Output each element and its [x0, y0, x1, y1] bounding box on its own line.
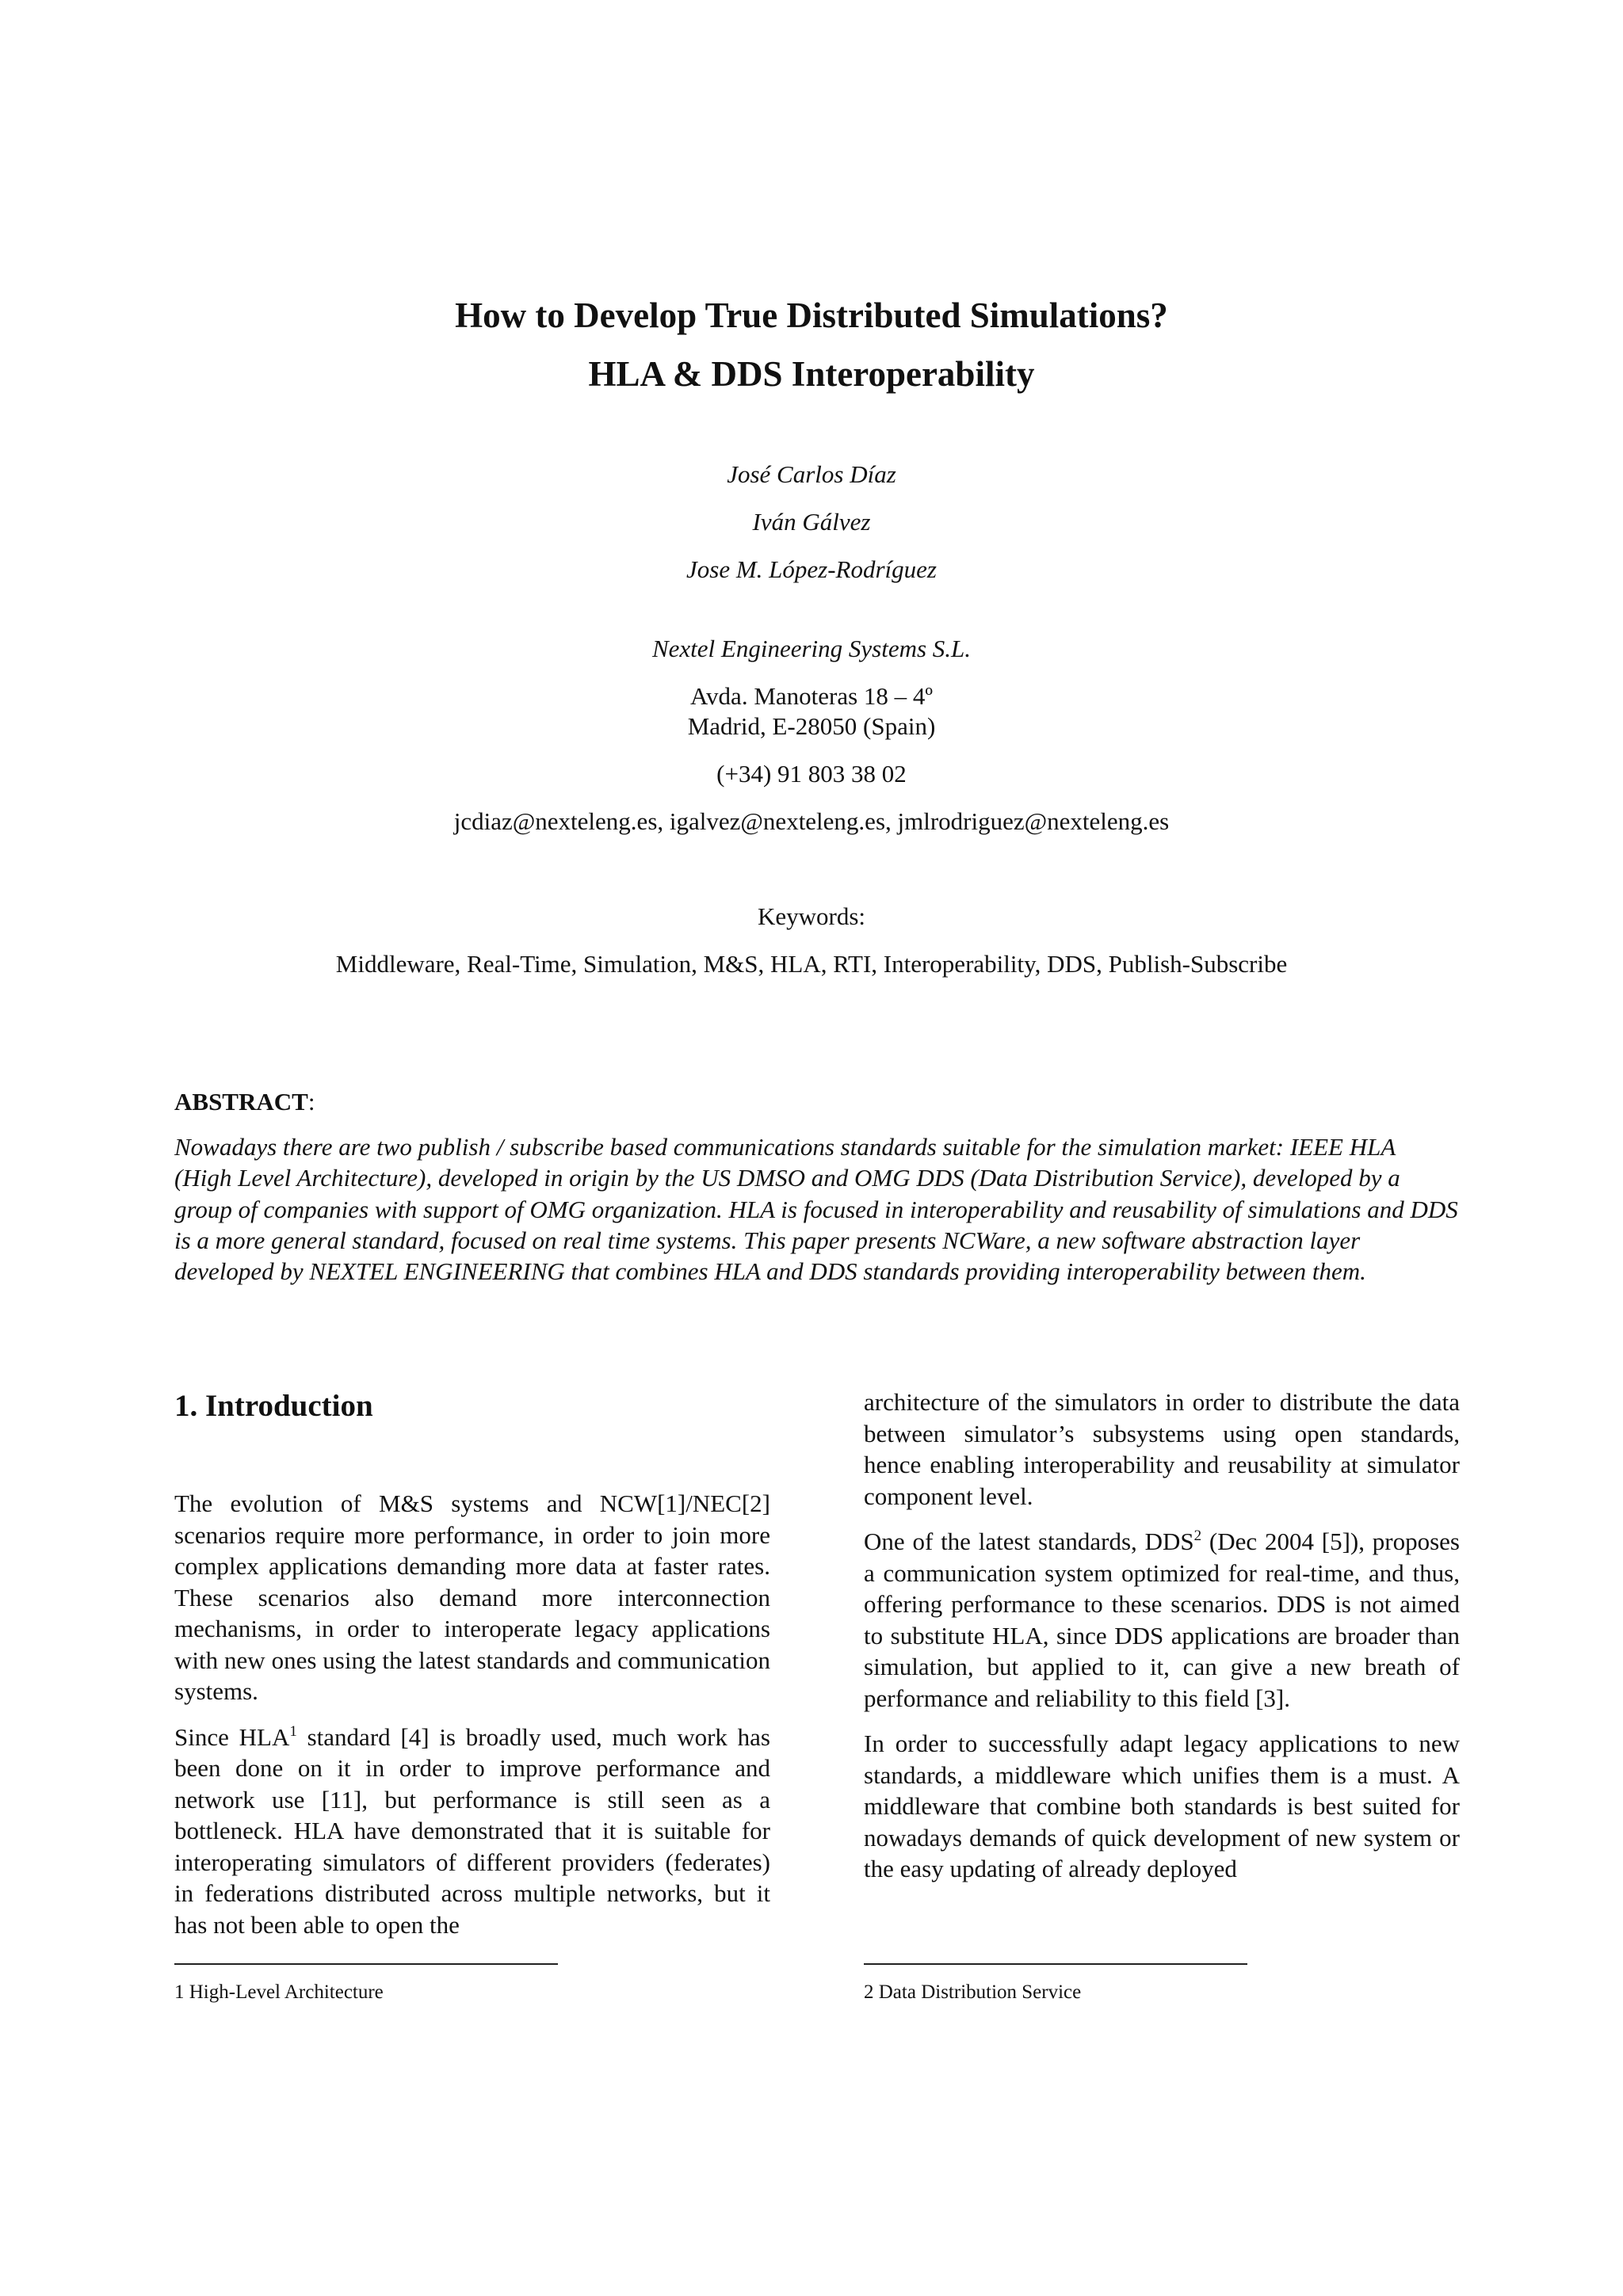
- author-1: José Carlos Díaz: [727, 460, 896, 488]
- intro-paragraph-2-start: Since HLA: [174, 1722, 290, 1751]
- affiliation-company: Nextel Engineering Systems S.L.: [651, 635, 972, 662]
- abstract-colon: :: [307, 1088, 315, 1116]
- right-column: [864, 1386, 1460, 1899]
- footnote-ref-1: 1: [289, 1722, 297, 1740]
- left-column: [174, 1488, 770, 1955]
- footnote-right: 2 Data Distribution Service: [864, 1981, 1082, 2003]
- abstract-heading: [174, 1087, 315, 1117]
- intro-paragraph-4-rest: (Dec 2004 [5]), proposes a communication system optimized for real-time, and thus, offering performance to these scenarios. DDS is not aimed to substitute HLA, since DDS applications are broader than simulation, but applied to it, can give a new breath of performance and reliability to this field [3].: [864, 1527, 1460, 1712]
- intro-paragraph-5: In order to successfully adapt legacy applications to new standards, a middleware which unifies them is a must. A middleware that combine both standards is best suited for nowadays demands of quick development of new system or the easy updating of already deployed: [864, 1730, 1460, 1882]
- footnote-rule-right: [864, 1963, 1247, 1965]
- affiliation-address-line1: Avda. Manoteras 18 – 4º: [689, 682, 934, 710]
- intro-paragraph-4: [864, 1526, 1460, 1714]
- author-3: Jose M. López-Rodríguez: [686, 555, 937, 583]
- footnote-left: 1 High-Level Architecture: [174, 1981, 384, 2003]
- affiliation-phone: (+34) 91 803 38 02: [716, 760, 907, 788]
- section-heading-introduction: 1. Introduction: [174, 1389, 373, 1423]
- intro-paragraph-3: architecture of the simulators in order to distribute the data between simulator’s subsystems using open standards, hence enabling interoperability and reusability at simulator component level.: [864, 1388, 1460, 1510]
- abstract-label: ABSTRACT: [174, 1088, 308, 1116]
- affiliation-address-line2: Madrid, E-28050 (Spain): [687, 712, 936, 740]
- intro-paragraph-2-rest: standard [4] is broadly used, much work has been done on it in order to improve performance and network use [11], but performance is still seen as a bottleneck. HLA have demonstrated that it is suitable for interoperating simulators of different providers (federates) in federations distributed across multiple networks, but it has not been able to open the: [174, 1722, 770, 1939]
- footnote-rule-left: [174, 1963, 558, 1965]
- paper-title-line1: How to Develop True Distributed Simulations?: [455, 296, 1168, 335]
- abstract-text: Nowadays there are two publish / subscribe based communications standards suitable for the simulation market: IEEE HLA (High Level Architecture), developed in origin by the US DMSO and OMG DDS (Data Distribution Service), developed by a group of companies with support of OMG organization. HLA is focused in interoperability and reusability of simulations and DDS is a more general standard, focused on real time systems. This paper presents NCWare, a new software abstraction layer developed by NEXTEL ENGINEERING that combines HLA and DDS standards providing interoperability between them.: [174, 1133, 1458, 1286]
- keywords-list: Middleware, Real-Time, Simulation, M&S, HLA, RTI, Interoperability, DDS, Publish-Subscribe: [335, 950, 1288, 978]
- paper-title-line2: HLA & DDS Interoperability: [588, 354, 1035, 394]
- intro-paragraph-2: [174, 1722, 770, 1941]
- affiliation-emails: jcdiaz@nexteleng.es, igalvez@nexteleng.es, jmlrodriguez@nexteleng.es: [453, 807, 1170, 835]
- intro-paragraph-1: The evolution of M&S systems and NCW[1]/NEC[2] scenarios require more performance, in order to join more complex applications demanding more data at faster rates. These scenarios also demand more interconnection mechanisms, in order to interoperate legacy applications with new ones using the latest standards and communication systems.: [174, 1489, 770, 1705]
- keywords-label: Keywords:: [757, 902, 866, 930]
- footnote-ref-2: 2: [1193, 1527, 1202, 1544]
- author-2: Iván Gálvez: [752, 508, 871, 536]
- intro-paragraph-4-start: One of the latest standards, DDS: [864, 1527, 1194, 1555]
